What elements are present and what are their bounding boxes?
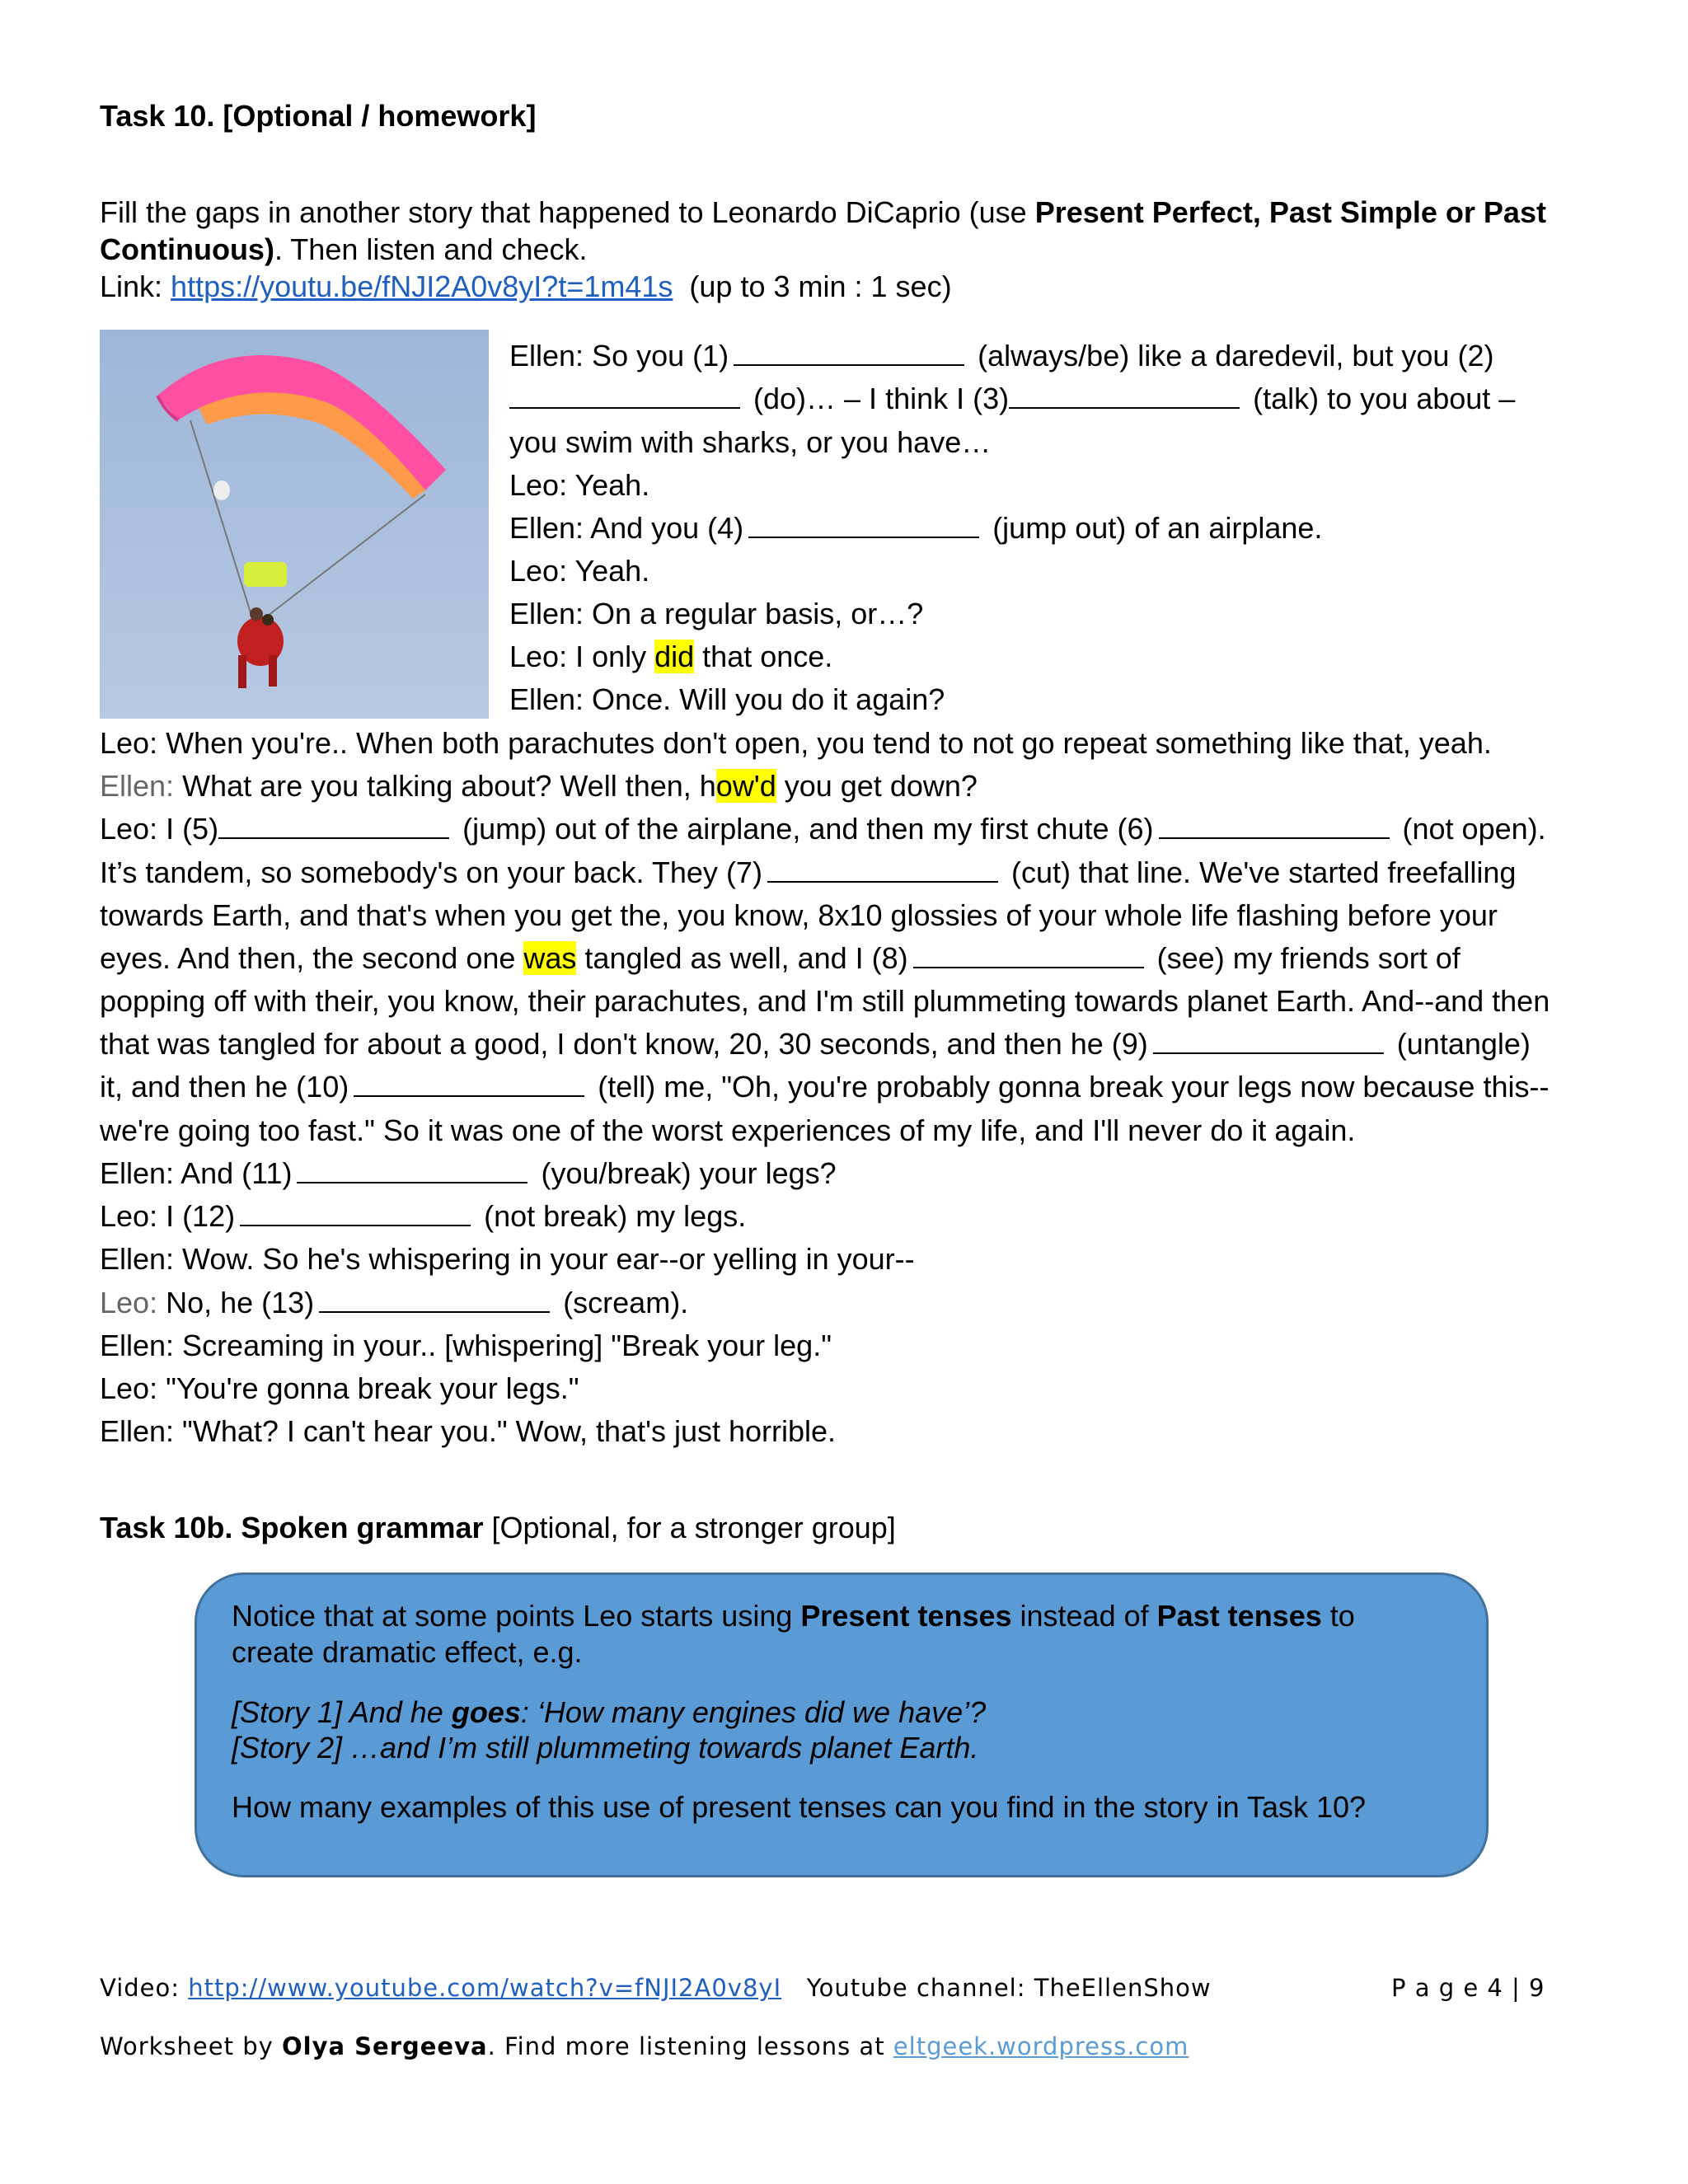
footer-video-line: Video: http://www.youtube.com/watch?v=fNJI2A0v8yI Youtube channel: TheEllenShow [100, 1974, 1212, 2002]
task10-intro-line1: Fill the gaps in another story that happened to Leonardo DiCaprio (use Present Perfect, Past Simple or Past [100, 195, 1546, 229]
highlight-did: did [654, 640, 695, 673]
gap-3[interactable] [1009, 381, 1240, 409]
spoken-grammar-callout [195, 1572, 1489, 1877]
dialogue-line-22: Ellen: Wow. So he's whispering in your ear--or yelling in your-- [100, 1242, 915, 1276]
dialogue-line-20: Ellen: And (11) (you/break) your legs? [100, 1156, 837, 1190]
footer-credit-line: Worksheet by Olya Sergeeva. Find more listening lessons at eltgeek.wordpress.com [100, 2032, 1189, 2060]
dialogue-line-16: popping off with their, you know, their parachutes, and I'm still plummeting towards planet Earth. And--and then [100, 984, 1550, 1018]
dialogue-line-10: Leo: When you're.. When both parachutes don't open, you tend to not go repeat something like that, yeah. [100, 726, 1492, 760]
dialogue-line-4: Leo: Yeah. [509, 468, 650, 502]
dialogue-line-21: Leo: I (12) (not break) my legs. [100, 1199, 747, 1233]
footer-site-link[interactable]: eltgeek.wordpress.com [893, 2032, 1189, 2060]
parachute-icon [100, 330, 489, 719]
dialogue-line-15: eyes. And then, the second one was tangled as well, and I (8) (see) my friends sort of [100, 941, 1461, 975]
gap-10[interactable] [354, 1069, 584, 1097]
gap-6[interactable] [1159, 811, 1390, 839]
gap-8[interactable] [913, 940, 1144, 968]
dialogue-line-3: you swim with sharks, or you have… [509, 425, 992, 459]
gap-2[interactable] [509, 381, 740, 409]
page-number: P a g e 4 | 9 [1391, 1974, 1545, 2002]
dialogue-line-12: Leo: I (5) (jump) out of the airplane, and then my first chute (6) (not open). [100, 812, 1546, 846]
task10b-title: Task 10b. Spoken grammar [Optional, for a stronger group] [100, 1511, 896, 1544]
task10-intro-line2: Continuous). Then listen and check. [100, 232, 588, 266]
callout-line-1: Notice that at some points Leo starts using Present tenses instead of Past tenses to [232, 1599, 1355, 1633]
task10-title: Task 10. [Optional / homework] [100, 99, 537, 133]
callout-example-1: [Story 1] And he goes: ‘How many engines did we have’? [232, 1695, 987, 1729]
dialogue-line-11: Ellen: What are you talking about? Well then, how'd you get down? [100, 769, 978, 803]
dialogue-line-23: Leo: No, he (13) (scream). [100, 1286, 689, 1319]
gap-5[interactable] [218, 811, 449, 839]
dialogue-line-13: It’s tandem, so somebody's on your back. They (7) (cut) that line. We've started freefalling [100, 855, 1517, 889]
gap-13[interactable] [319, 1285, 550, 1313]
dialogue-line-1: Ellen: So you (1) (always/be) like a daredevil, but you (2) [509, 339, 1494, 373]
youtube-link[interactable]: https://youtu.be/fNJI2A0v8yI?t=1m41s [171, 269, 673, 303]
dialogue-line-14: towards Earth, and that's when you get the, you know, 8x10 glossies of your whole life flashing before your [100, 898, 1498, 932]
gap-7[interactable] [767, 855, 998, 883]
highlight-was: was [523, 941, 577, 975]
dialogue-line-24: Ellen: Screaming in your.. [whispering] "Break your leg." [100, 1329, 832, 1362]
dialogue-line-7: Ellen: On a regular basis, or…? [509, 597, 924, 630]
dialogue-line-19: we're going too fast." So it was one of the worst experiences of my life, and I'll never do it again. [100, 1113, 1356, 1147]
dialogue-line-5: Ellen: And you (4) (jump out) of an airplane. [509, 511, 1323, 545]
gap-9[interactable] [1153, 1026, 1384, 1054]
dialogue-line-2: (do)… – I think I (3) (talk) to you about – [509, 377, 1515, 420]
gap-11[interactable] [297, 1155, 528, 1183]
callout-example-2: [Story 2] …and I’m still plummeting towards planet Earth. [232, 1731, 979, 1765]
gap-1[interactable] [734, 338, 964, 366]
gap-12[interactable] [240, 1198, 471, 1226]
task10-link-line: Link: https://youtu.be/fNJI2A0v8yI?t=1m41s (up to 3 min : 1 sec) [100, 269, 952, 303]
footer-video-link[interactable]: http://www.youtube.com/watch?v=fNJI2A0v8yI [188, 1974, 782, 2002]
callout-question: How many examples of this use of present tenses can you find in the story in Task 10? [232, 1790, 1367, 1824]
dialogue-line-8: Leo: I only did that once. [509, 640, 833, 673]
dialogue-line-26: Ellen: "What? I can't hear you." Wow, that's just horrible. [100, 1414, 837, 1448]
dialogue-line-9: Ellen: Once. Will you do it again? [509, 682, 945, 716]
dialogue-line-18: it, and then he (10) (tell) me, "Oh, you're probably gonna break your legs now because this-- [100, 1070, 1550, 1104]
dialogue-line-17: that was tangled for about a good, I don't know, 20, 30 seconds, and then he (9) (untangle) [100, 1027, 1531, 1061]
footer-channel: Youtube channel: TheEllenShow [806, 1974, 1212, 2002]
callout-line-2: create dramatic effect, e.g. [232, 1635, 583, 1669]
parachute-photo [100, 330, 489, 719]
dialogue-line-6: Leo: Yeah. [509, 554, 650, 588]
highlight-howd: ow'd [715, 769, 776, 803]
dialogue-line-25: Leo: "You're gonna break your legs." [100, 1371, 579, 1405]
gap-4[interactable] [748, 510, 979, 538]
